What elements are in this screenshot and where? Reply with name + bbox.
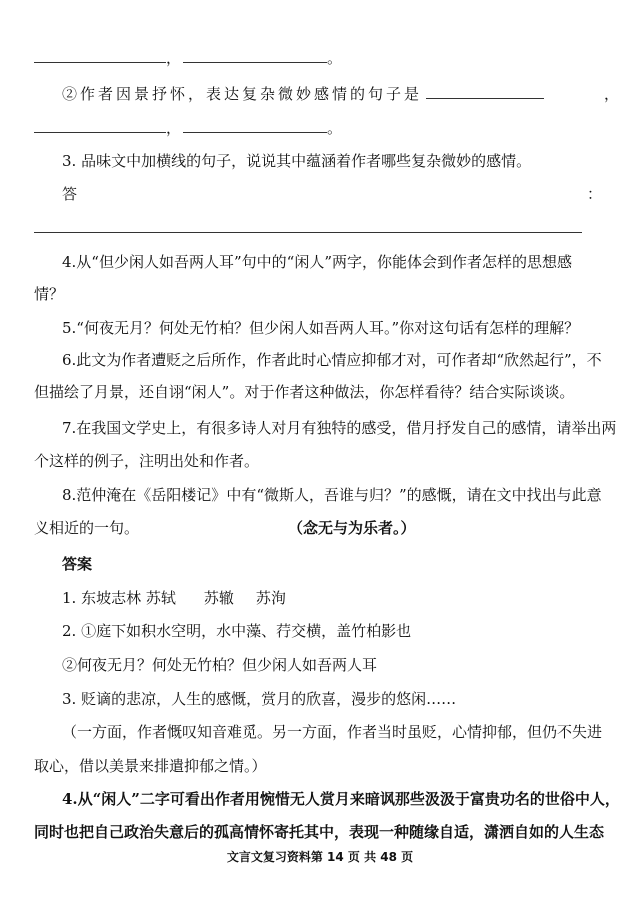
question-6-line-1: 6.此文为作者遭贬之后所作，作者此时心情应抑郁才对，可作者却“欣然起行”，不	[62, 351, 602, 369]
answer-2-part-2: ②何夜无月？何处无竹柏？但少闲人如吾两人耳	[62, 656, 378, 674]
question-6-line-2: 但描绘了月景，还自诩“闲人”。对于作者这种做法，你怎样看待？结合实际谈谈。	[34, 383, 575, 401]
answer-3: 3. 贬谪的悲凉，人生的感慨，赏月的欣喜，漫步的悠闲……	[62, 690, 457, 708]
question-7-line-1: 7.在我国文学史上，有很多诗人对月有独特的感受，借月抒发自己的感情，请举出两	[62, 419, 617, 437]
question-8-line-2: 义相近的一句。 （念无与为乐者。）	[34, 519, 416, 537]
question-3-answer-line: 答 ：	[62, 185, 602, 203]
question-4-line-1: 4.从“但少闲人如吾两人耳”句中的“闲人”两字，你能体会到作者怎样的思想感	[62, 253, 572, 271]
answer-1: 1. 东坡志林 苏轼 苏辙 苏洵	[62, 589, 286, 607]
question-8-line-1: 8.范仲淹在《岳阳楼记》中有“微斯人，吾谁与归？”的感慨，请在文中找出与此意	[62, 486, 602, 504]
question-5: 5.“何夜无月？何处无竹柏？但少闲人如吾两人耳。”你对这句话有怎样的理解？	[62, 319, 580, 337]
blank-row-1: ， 。	[0, 48, 640, 68]
answer-blank	[183, 118, 327, 133]
answer-3-note-line-1: （一方面，作者慨叹知音难觅。另一方面，作者当时虽贬，心情抑郁，但仍不失进	[62, 723, 603, 741]
question-3: 3. 品味文中加横线的句子，说说其中蕴涵着作者哪些复杂微妙的感情。	[62, 152, 532, 170]
page-footer: 文言文复习资料第 14 页 共 48 页	[226, 850, 414, 864]
answer-blank	[34, 118, 166, 133]
question-7-line-2: 个这样的例子，注明出处和作者。	[34, 452, 260, 470]
answer-4-line-2: 同时也把自己政治失意后的孤高情怀寄托其中，表现一种随缘自适，潇洒自如的人生态	[34, 823, 605, 841]
question-8-answer: （念无与为乐者。）	[288, 519, 416, 537]
blank-row-2: ， 。	[0, 118, 640, 138]
answer-4-line-1: 4.从“闲人”二字可看出作者用惋惜无人赏月来暗讽那些汲汲于富贵功名的世俗中人，	[62, 790, 620, 808]
answer-3-note-line-2: 取心，借以美景来排遣抑郁之情。）	[34, 757, 267, 775]
answers-heading: 答案	[62, 555, 93, 573]
answer-blank	[34, 48, 166, 63]
answer-blank	[183, 48, 327, 63]
answer-blank	[426, 84, 544, 99]
answer-rule	[34, 232, 582, 233]
answer-2-part-1: 2. ①庭下如积水空明，水中藻、荇交横，盖竹柏影也	[62, 622, 412, 640]
question-4-line-2: 情？	[34, 285, 65, 303]
question-2-item-2: ②作者因景抒怀，表达复杂微妙感情的句子是 ，	[62, 85, 622, 103]
